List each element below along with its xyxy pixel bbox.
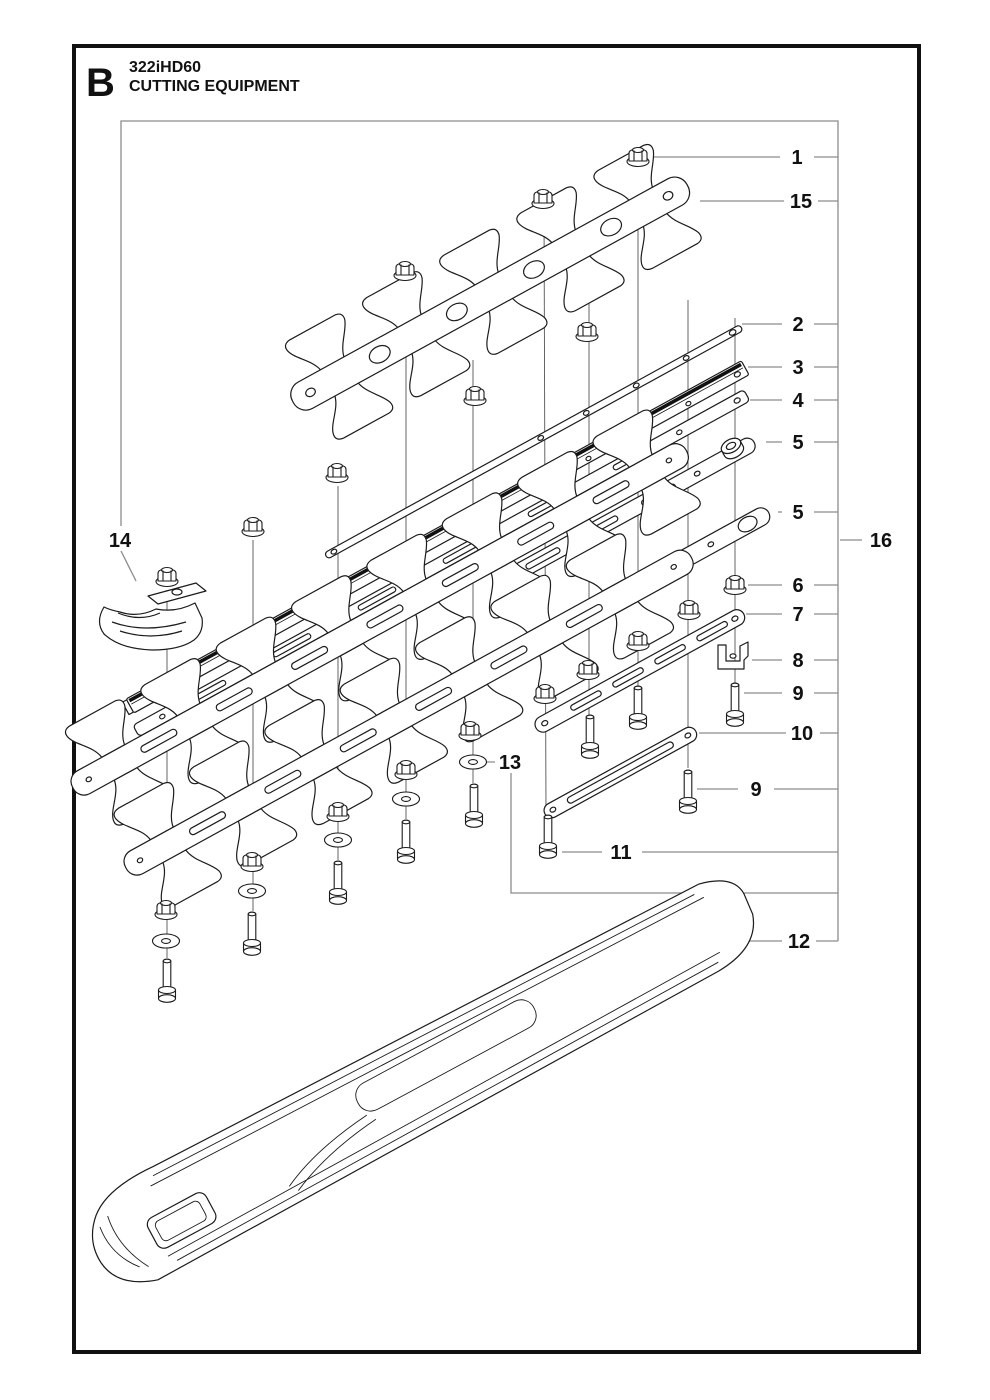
callout-12: 12 xyxy=(787,931,811,953)
nut-icon xyxy=(464,387,486,406)
blade-cover xyxy=(72,858,773,1300)
title-block xyxy=(86,59,300,105)
nut-icon xyxy=(155,901,177,920)
nut-icon xyxy=(459,722,481,741)
callout-6: 6 xyxy=(792,575,804,597)
nut-icon xyxy=(577,661,599,680)
nut-icon xyxy=(678,601,700,620)
callout-7: 7 xyxy=(792,604,804,626)
callout-5b: 5 xyxy=(792,502,804,524)
callout-15: 15 xyxy=(789,191,813,213)
callout-2: 2 xyxy=(792,314,804,336)
page-title: CUTTING EQUIPMENT xyxy=(129,78,300,95)
nut-icon xyxy=(326,464,348,483)
nut-icon xyxy=(242,518,264,537)
nut-icon xyxy=(724,576,746,595)
model-number: 322iHD60 xyxy=(129,59,202,76)
section-letter: B xyxy=(86,61,115,105)
screw-icon xyxy=(582,715,599,758)
screw-icon xyxy=(466,784,483,827)
nut-icon xyxy=(394,262,416,281)
callout-16: 16 xyxy=(869,530,893,552)
screw-icon xyxy=(540,815,557,858)
screw-icon xyxy=(159,959,176,1002)
screw-icon xyxy=(727,683,744,726)
callout-4: 4 xyxy=(792,390,804,412)
washer-icon xyxy=(393,792,420,806)
callout-11: 11 xyxy=(610,842,632,864)
screw-icon xyxy=(398,820,415,863)
tip-guard xyxy=(100,583,207,650)
callout-3: 3 xyxy=(792,357,804,379)
callout-10: 10 xyxy=(790,723,814,745)
callout-1: 1 xyxy=(791,147,803,169)
washer-icon xyxy=(325,833,352,847)
nut-icon xyxy=(327,803,349,822)
nut-icon xyxy=(627,148,649,167)
callout-9b: 9 xyxy=(750,779,762,801)
washer-icon xyxy=(239,884,266,898)
callout-9a: 9 xyxy=(792,683,804,705)
nut-icon xyxy=(241,853,263,872)
nut-icon xyxy=(532,190,554,209)
upper-blade xyxy=(266,136,714,451)
nut-icon xyxy=(395,761,417,780)
nut-icon xyxy=(156,568,178,587)
nut-icon xyxy=(627,632,649,651)
washer-icon xyxy=(460,755,487,769)
callout-14: 14 xyxy=(108,530,132,552)
screw-icon xyxy=(244,912,261,955)
parts xyxy=(46,136,773,1300)
callout-8: 8 xyxy=(792,650,804,672)
washer-icon xyxy=(153,934,180,948)
link-bar xyxy=(541,725,699,821)
callout-5a: 5 xyxy=(792,432,804,454)
nut-icon xyxy=(576,323,598,342)
screw-icon xyxy=(630,686,647,729)
clamp xyxy=(718,642,748,669)
nut-icon xyxy=(534,685,556,704)
screw-icon xyxy=(680,770,697,813)
callout-13: 13 xyxy=(498,752,522,774)
screw-icon xyxy=(330,861,347,904)
